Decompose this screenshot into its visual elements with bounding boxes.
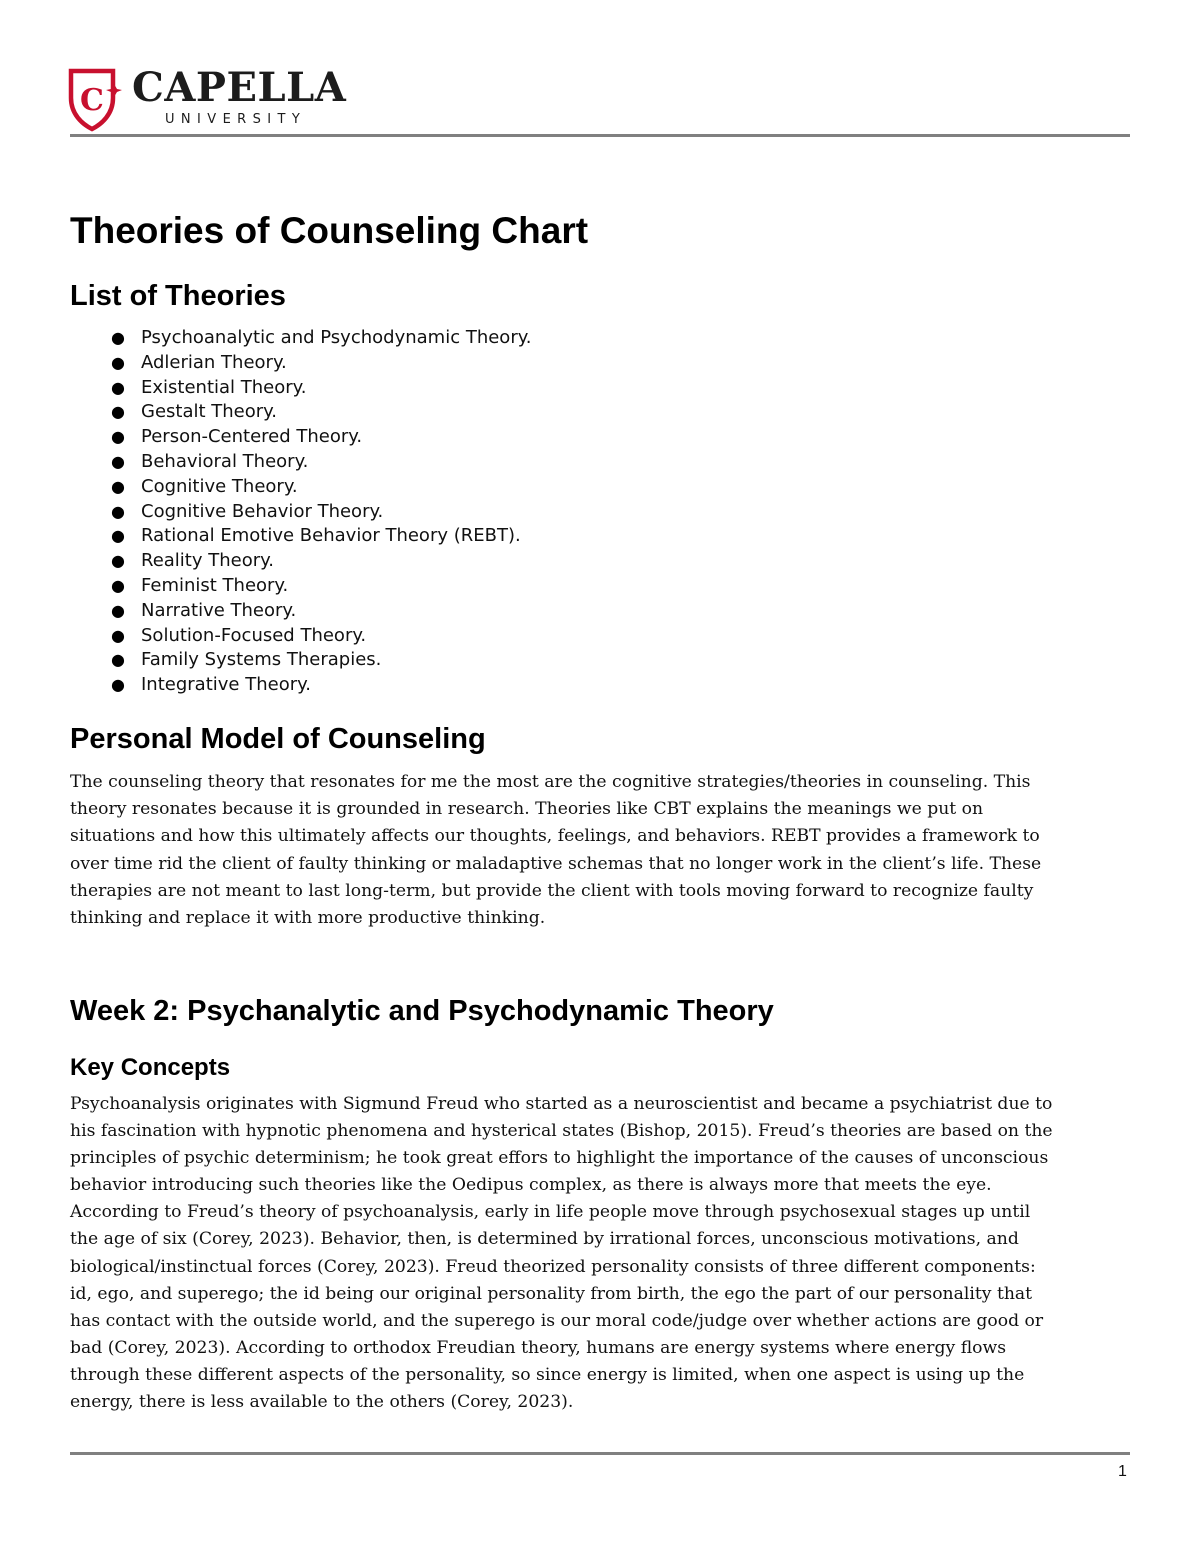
- key-concepts-paragraph: Psychoanalysis originates with Sigmund Freud who started as a neuroscientist and became a psychiatrist due to his fascination with hypnotic phenomena and hysterical states (Bishop, 2015). Freud’s theories are based on the principles of psychic determinism; he took great effors to highlight the importance of the causes of unconscious behavior introducing such theories like the Oedipus complex, as there is always more that meets the eye. According to Freud’s theory of psychoanalysis, early in life people move through psychosexual stages up until the age of six (Corey, 2023). Behavior, then, is determined by irrational forces, unconscious motivations, and biological/instinctual forces (Corey, 2023). Freud theorized personality consists of three different components: id, ego, and superego; the id being our original personality from birth, the ego the part of our personality that has contact with the outside world, and the superego is our moral code/judge over whether actions are good or bad (Corey, 2023). According to orthodox Freudian theory, humans are energy systems where energy flows through these different aspects of the personality, so since energy is limited, when one aspect is using up the energy, there is less available to the others (Corey, 2023).: [70, 1094, 1053, 1413]
- list-item: ● Integrative Theory.: [70, 673, 532, 698]
- list-item: ● Solution-Focused Theory.: [70, 624, 532, 649]
- bullet-icon: ●: [111, 501, 125, 521]
- bullet-icon: ●: [111, 650, 125, 670]
- list-item: ● Family Systems Therapies.: [70, 648, 532, 673]
- bullet-icon: ●: [111, 328, 125, 347]
- logo-subtitle: UNIVERSITY: [165, 112, 307, 127]
- list-item: ● Cognitive Theory.: [70, 475, 532, 500]
- bullet-icon: ●: [111, 427, 125, 447]
- bullet-icon: ●: [111, 352, 125, 372]
- list-heading: List of Theories: [70, 280, 286, 312]
- bullet-icon: ●: [111, 675, 125, 695]
- bullet-icon: ●: [111, 575, 125, 595]
- university-logo: [68, 64, 368, 132]
- list-item: ● Rational Emotive Behavior Theory (REBT).: [70, 524, 532, 549]
- svg-text:C: C: [80, 83, 104, 118]
- shield-icon: [68, 68, 124, 132]
- list-item: ● Gestalt Theory.: [70, 400, 532, 425]
- list-item: ● Psychoanalytic and Psychodynamic Theory.: [70, 326, 532, 351]
- key-concepts-heading: Key Concepts: [70, 1054, 231, 1081]
- bullet-icon: ●: [111, 600, 125, 620]
- bullet-icon: ●: [111, 476, 125, 496]
- footer-divider: [70, 1452, 1130, 1455]
- bullet-icon: ●: [111, 526, 125, 546]
- list-item: ● Person-Centered Theory.: [70, 425, 532, 450]
- bullet-icon: ●: [111, 402, 125, 422]
- model-heading: Personal Model of Counseling: [70, 723, 486, 755]
- list-item: ● Existential Theory.: [70, 376, 532, 401]
- week2-heading: Week 2: Psychanalytic and Psychodynamic Theory: [70, 995, 774, 1027]
- list-item: ● Cognitive Behavior Theory.: [70, 500, 532, 525]
- list-item: ● Behavioral Theory.: [70, 450, 532, 475]
- bullet-icon: ●: [111, 377, 125, 397]
- page-number: 1: [1118, 1463, 1127, 1480]
- bullet-icon: ●: [111, 625, 125, 645]
- header-divider: [70, 134, 1130, 137]
- logo-wordmark: CAPELLA: [132, 64, 347, 111]
- model-paragraph: The counseling theory that resonates for me the most are the cognitive strategies/theories in counseling. This theory resonates because it is grounded in research. Theories like CBT explains the meanings we put on situations and how this ultimately affects our thoughts, feelings, and behaviors. REBT provides a framework to over time rid the client of faulty thinking or maladaptive schemas that no longer work in the client’s life. These therapies are not meant to last long-term, but provide the client with tools moving forward to recognize faulty thinking and replace it with more productive thinking.: [70, 772, 1042, 929]
- bullet-icon: ●: [111, 451, 125, 471]
- theory-list: [70, 326, 532, 698]
- list-item: ● Adlerian Theory.: [70, 351, 532, 376]
- bullet-icon: ●: [111, 551, 125, 571]
- list-item: ● Reality Theory.: [70, 549, 532, 574]
- list-item: ● Narrative Theory.: [70, 599, 532, 624]
- list-item: ● Feminist Theory.: [70, 574, 532, 599]
- page-title: Theories of Counseling Chart: [70, 210, 589, 251]
